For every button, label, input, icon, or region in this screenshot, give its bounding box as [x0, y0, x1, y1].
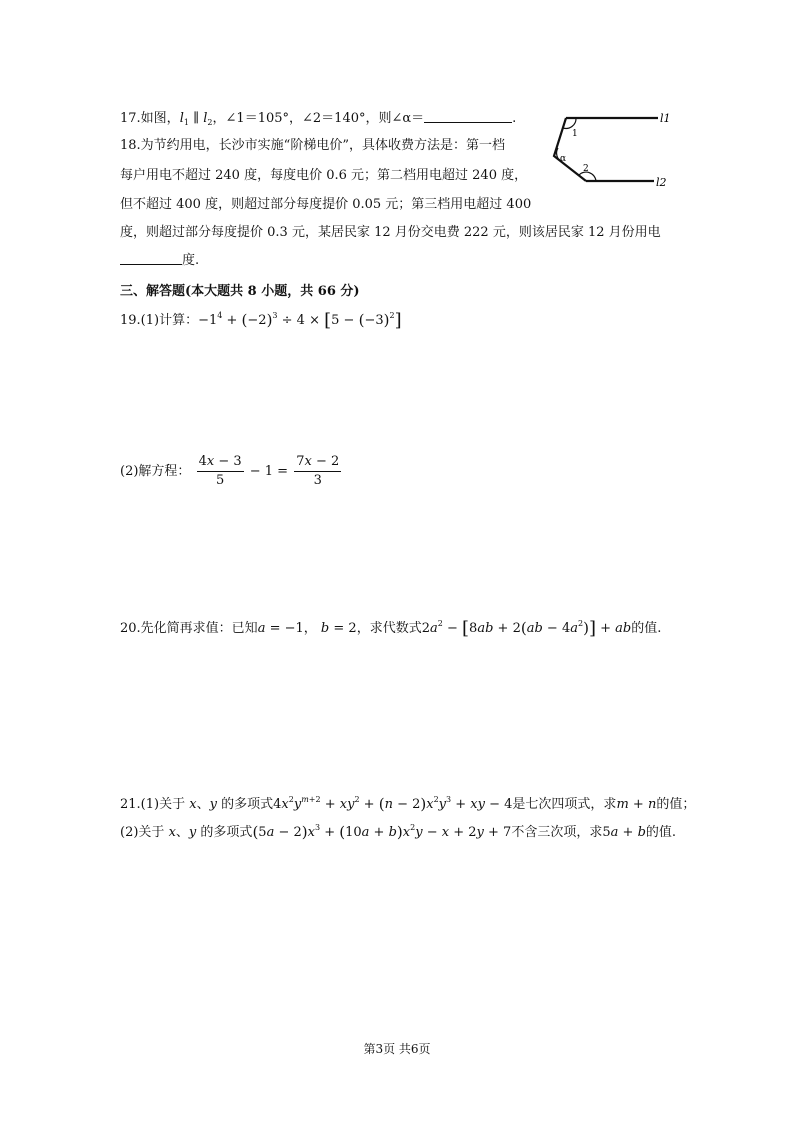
question-21-part-1: 21.(1)关于 x、y 的多项式$4x^2y^{m+2} + xy^2 + (n - 2)x^2y^3$ + xy − 4是七次四项式，求m + n的值； [120, 795, 696, 813]
answer-blank-17[interactable] [424, 110, 512, 123]
label-2: 2 [583, 164, 589, 174]
parallel-lines-figure [548, 108, 678, 190]
question-18-line-2: 每户用电不超过 240 度，每度电价 0.6 元；第二档用电超过 240 度， [120, 168, 528, 183]
label-l2: l2 [656, 176, 667, 189]
question-21-part-2: (2)关于 x、y 的多项式$(5a - 2)x^3 + (10a + b)x^2y - x + 2y + 7$不含三次项，求5a + b的值. [120, 823, 677, 841]
question-18-line-3: 但不超过 400 度，则超过部分每度提价 0.05 元；第三档用电超过 400 [120, 197, 532, 212]
label-l1: l1 [660, 112, 671, 125]
question-18-line-4: 度，则超过部分每度提价 0.3 元，某居民家 12 月份交电费 222 元，则该居民家 12 月份用电 [120, 225, 661, 240]
question-17: 17.如图，$l_1$ ∥ $l_2$，∠1＝105°，∠2＝140°，则∠α＝ . [120, 111, 517, 127]
section-3-title: 三、解答题(本大题共 8 小题，共 66 分) [120, 284, 360, 299]
question-19-part-2: (2)解方程： $\frac{4x - 3}{5}$ − 1 = $\frac{7x - 2}{3}$ [120, 454, 340, 488]
question-19-part-1: 19.(1)计算：$-1^4 + (-2)^3 \div 4 \times [5 - (-3)^2]$ [120, 310, 402, 331]
page-footer: 第3页 共6页 [363, 1042, 431, 1056]
label-1: 1 [572, 129, 578, 139]
question-20: 20.先化简再求值：已知a = −1， b = 2，求代数式$2a^2 - [8ab + 2(ab - 4a^2)]$ + ab的值. [120, 618, 662, 639]
question-18-line-1: 18.为节约用电，长沙市实施“阶梯电价”，具体收费方法是：第一档 [120, 138, 505, 153]
label-alpha: α [560, 154, 567, 164]
answer-blank-18[interactable] [120, 252, 182, 265]
question-18-line-5: 度. [120, 252, 199, 270]
